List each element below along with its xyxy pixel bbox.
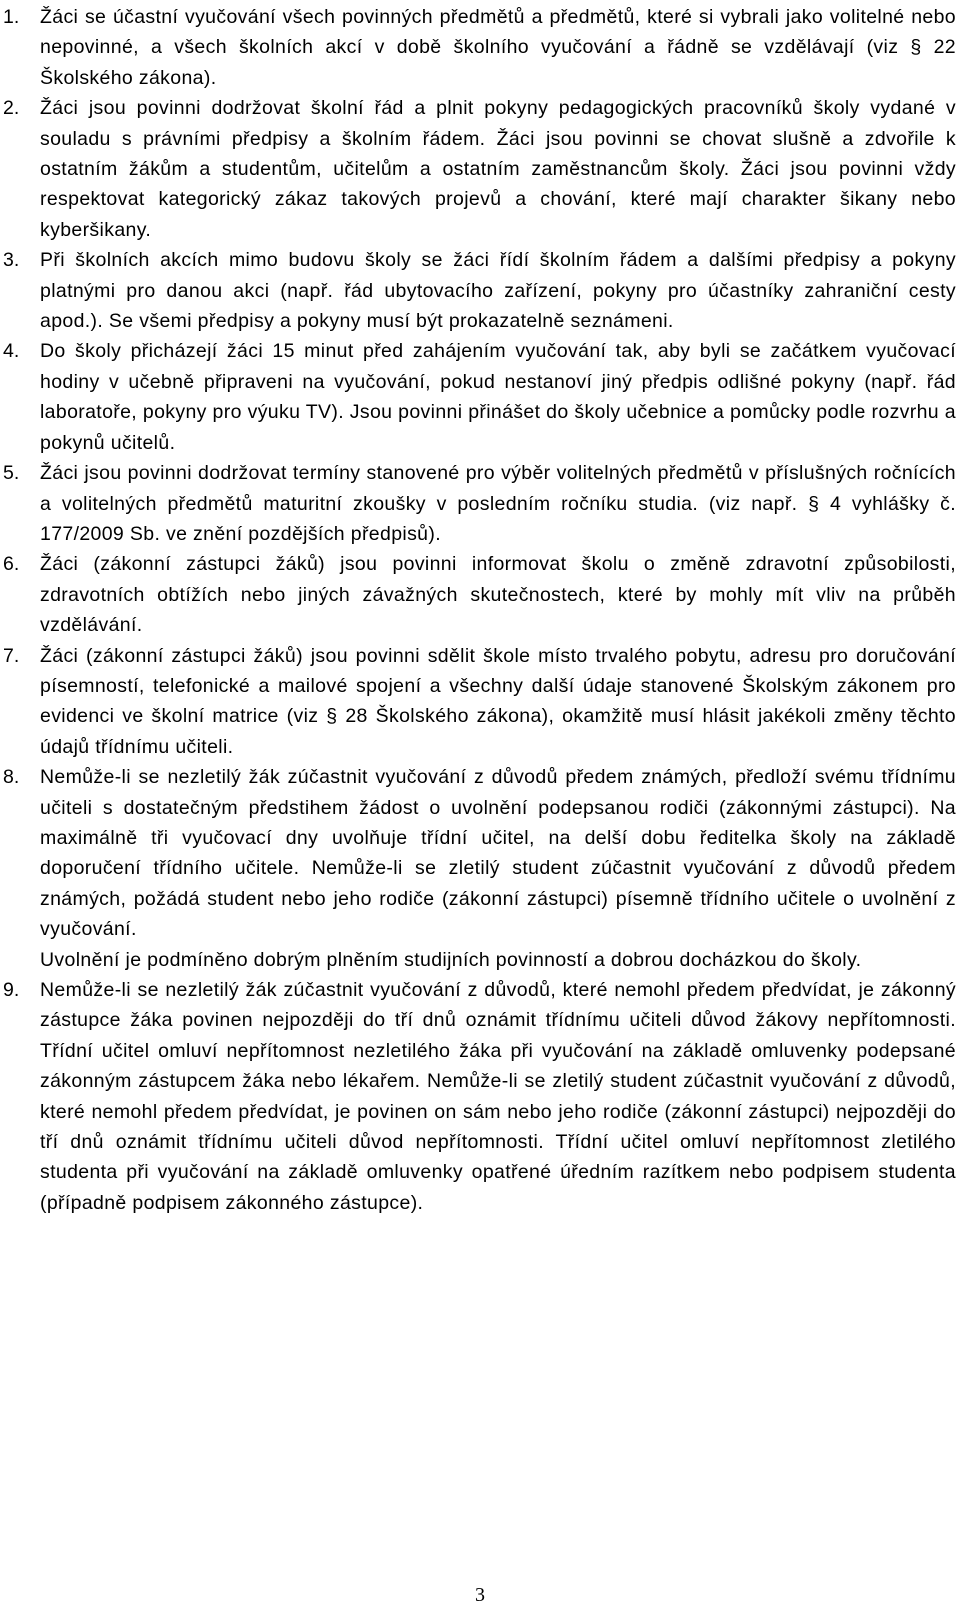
- rule-text: [40, 641, 956, 763]
- rule-paragraph: Nemůže-li se nezletilý žák zúčastnit vyučování z důvodů předem známých, předloží svému třídnímu učiteli s dostatečným předstihem žádost o uvolnění podepsanou rodiči (zákonnými zástupci). Na maximálně tři vyučovací dny uvolňuje třídní učitel, na delší dobu ředitelka školy na základě doporučení třídního učitele. Nemůže-li se zletilý student zúčastnit vyučování z důvodů předem známých, požádá student nebo jeho rodiče (zákonní zástupci) písemně třídního učitele o uvolnění z vyučování.: [40, 766, 956, 941]
- rule-item-5: [0, 458, 960, 549]
- rule-text: [40, 975, 956, 1218]
- rule-text: [40, 762, 956, 975]
- rule-number: 9. 9.: [3, 979, 20, 1001]
- rule-number: 4. 4.: [3, 340, 20, 363]
- rule-paragraph: Uvolnění je podmíněno dobrým plněním studijních povinností a dobrou docházkou do školy.: [40, 948, 862, 971]
- rule-item-2: [0, 93, 960, 245]
- rule-paragraph: Žáci (zákonní zástupci žáků) jsou povinni sdělit škole místo trvalého pobytu, adresu pro doručování písemností, telefonické a mailové spojení a všechny další údaje stanovené Školským zákonem pro evidenci ve školní matrice (viz § 28 Školského zákona), okamžitě musí hlásit jakékoli změny těchto údajů třídnímu učiteli.: [40, 644, 956, 758]
- rule-number: 2. 2.: [3, 97, 20, 120]
- rule-text: [40, 549, 956, 640]
- rule-paragraph: Žáci jsou povinni dodržovat termíny stanovené pro výběr volitelných předmětů v příslušných ročnících a volitelných předmětů maturitní zkoušky v posledním ročníku studia. (viz např. § 4 vyhlášky č. 177/2009 Sb. ve znění pozdějších předpisů).: [40, 462, 956, 545]
- rule-paragraph: Do školy přicházejí žáci 15 minut před zahájením vyučování tak, aby byli se začátkem vyučovací hodiny v učebně připraveni na vyučování, pokud nestanoví jiný předpis odlišné pokyny (např. řád laboratoře, pokyny pro výuku TV). Jsou povinni přinášet do školy učebnice a pomůcky podle rozvrhu a pokynů učitelů.: [40, 340, 956, 454]
- rule-text: [40, 2, 956, 93]
- page-number: 3: [475, 1584, 485, 1606]
- rule-paragraph: Žáci se účastní vyučování všech povinných předmětů a předmětů, které si vybrali jako volitelné nebo nepovinné, a všech školních akcí v době školního vyučování a řádně se vzdělávají (viz § 22 Školského zákona).: [40, 6, 956, 89]
- rule-item-3: [0, 245, 960, 336]
- rule-text: [40, 245, 956, 336]
- rule-paragraph: Nemůže-li se nezletilý žák zúčastnit vyučování z důvodů, které nemohl předem předvídat, je zákonný zástupce žáka povinen nejpozději do tří dnů oznámit třídnímu učiteli důvod žákovy nepřítomnosti. Třídní učitel omluví nepřítomnost nezletilého žáka při vyučování na základě omluvenky podepsané zákonným zástupcem žáka nebo lékařem. Nemůže-li se zletilý student zúčastnit vyučování z důvodů, které nemohl předem předvídat, je povinen on sám nebo jeho rodiče (zákonní zástupci) nejpozději do tří dnů oznámit třídnímu učiteli důvod nepřítomnosti. Třídní učitel omluví nepřítomnost zletilého studenta při vyučování na základě omluvenky opatřené úředním razítkem nebo podpisem studenta (případně podpisem zákonného zástupce).: [40, 979, 956, 1214]
- rule-text: [40, 336, 956, 458]
- rule-paragraph: Při školních akcích mimo budovu školy se žáci řídí školním řádem a dalšími předpisy a pokyny platnými pro danou akci (např. řád ubytovacího zařízení, pokyny pro účastníky zahraniční cesty apod.). Se všemi předpisy a pokyny musí být prokazatelně seznámeni.: [40, 249, 956, 333]
- rules-list: [0, 2, 960, 1218]
- rule-paragraph: Žáci (zákonní zástupci žáků) jsou povinni informovat školu o změně zdravotní způsobilosti, zdravotních obtížích nebo jiných závažných skutečnostech, které by mohly mít vliv na průběh vzdělávání.: [40, 553, 956, 637]
- rule-number: 8. 8.: [3, 766, 20, 789]
- rule-item-6: [0, 549, 960, 640]
- rule-text: [40, 93, 956, 245]
- rule-item-9: [0, 975, 960, 1218]
- rule-number: 6. 6.: [3, 553, 20, 576]
- rule-number: 3. 3.: [3, 249, 20, 272]
- rule-item-8: [0, 762, 960, 975]
- rule-text: [40, 458, 956, 549]
- rule-number: 1. 1.: [3, 6, 20, 28]
- rule-number: 7. 7.: [3, 644, 20, 667]
- rule-item-4: [0, 336, 960, 458]
- rule-number: 5. 5.: [3, 462, 20, 485]
- rule-item-7: [0, 641, 960, 763]
- rule-item-1: [0, 2, 960, 93]
- rule-paragraph: Žáci jsou povinni dodržovat školní řád a plnit pokyny pedagogických pracovníků školy vydané v souladu s právními předpisy a školním řádem. Žáci jsou povinni se chovat slušně a zdvořile k ostatním žákům a studentům, učitelům a ostatním zaměstnancům školy. Žáci jsou povinni vždy respektovat kategorický zákaz takových projevů a chování, které mají charakter šikany nebo kyberšikany.: [40, 97, 956, 241]
